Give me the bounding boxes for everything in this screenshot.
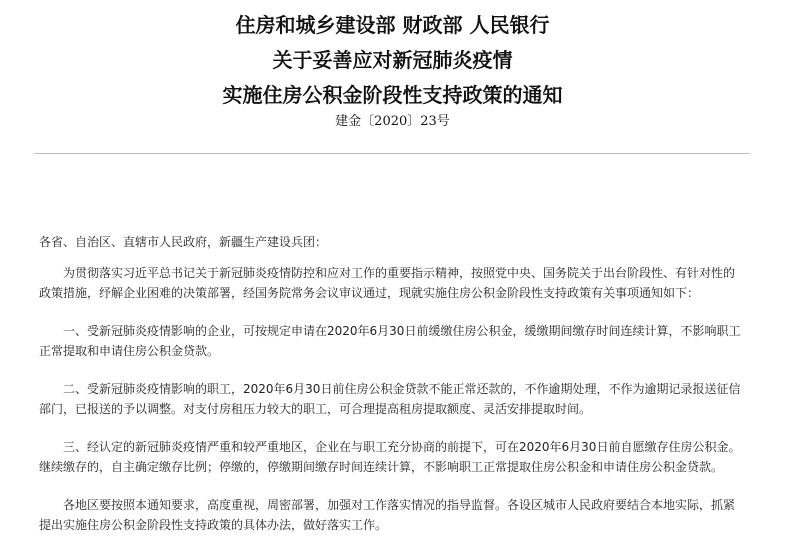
paragraph-line: 提出实施住房公积金阶段性支持政策的具体办法，做好落实工作。: [39, 518, 388, 532]
paragraph-closing: [39, 495, 735, 535]
paragraph-line: 政策措施，纾解企业困难的决策部署，经国务院常务会议审议通过，现就实施住房公积金阶段性支持政策有关事项通知如下：: [39, 286, 700, 300]
document-body: [39, 0, 755, 549]
salutation: 各省、自治区、直辖市人民政府，新疆生产建设兵团：: [39, 235, 328, 249]
paragraph-line: 继续缴存的，自主确定缴存比例；停缴的，停缴期间缴存时间连续计算，不影响职工正常提取住房公积金和申请住房公积金贷款。: [39, 460, 724, 474]
title-line-subject: 关于妥善应对新冠肺炎疫情: [272, 48, 513, 72]
paragraph-line: 为贯彻落实习近平总书记关于新冠肺炎疫情防控和应对工作的重要指示精神，按照党中央、国务院关于出台阶段性、有针对性的: [63, 266, 736, 280]
title-line-issuers: 住房和城乡建设部 财政部 人民银行: [235, 13, 550, 37]
paragraph-line: 二、受新冠肺炎疫情影响的职工，2020年6月30日前住房公积金贷款不能正常还款的，不作逾期处理，不作为逾期记录报送征信: [63, 382, 741, 396]
paragraph-line: 正常提取和申请住房公积金贷款。: [39, 344, 220, 358]
paragraph-line: 各地区要按照本通知要求，高度重视，周密部署，加强对工作落实情况的指导监督。各设区城市人民政府要结合本地实际，抓紧: [63, 498, 736, 512]
paragraph-line: 三、经认定的新冠肺炎疫情严重和较严重地区，企业在与职工充分协商的前提下，可在2020年6月30日前自愿缴存住房公积金。: [63, 440, 741, 454]
paragraph-line: 一、受新冠肺炎疫情影响的企业，可按规定申请在2020年6月30日前缓缴住房公积金，缓缴期间缴存时间连续计算，不影响职工: [63, 324, 741, 338]
title-line-policy: 实施住房公积金阶段性支持政策的通知: [222, 83, 563, 107]
paragraph-intro: [39, 263, 735, 303]
paragraph-item-1: [39, 321, 740, 361]
paragraph-item-3: [39, 437, 740, 477]
document-number: 建金〔2020〕23号: [335, 114, 450, 129]
paragraph-line: 部门，已报送的予以调整。对支付房租压力较大的职工，可合理提高租房提取额度、灵活安排提取时间。: [39, 402, 592, 416]
paragraph-item-2: [39, 379, 740, 419]
